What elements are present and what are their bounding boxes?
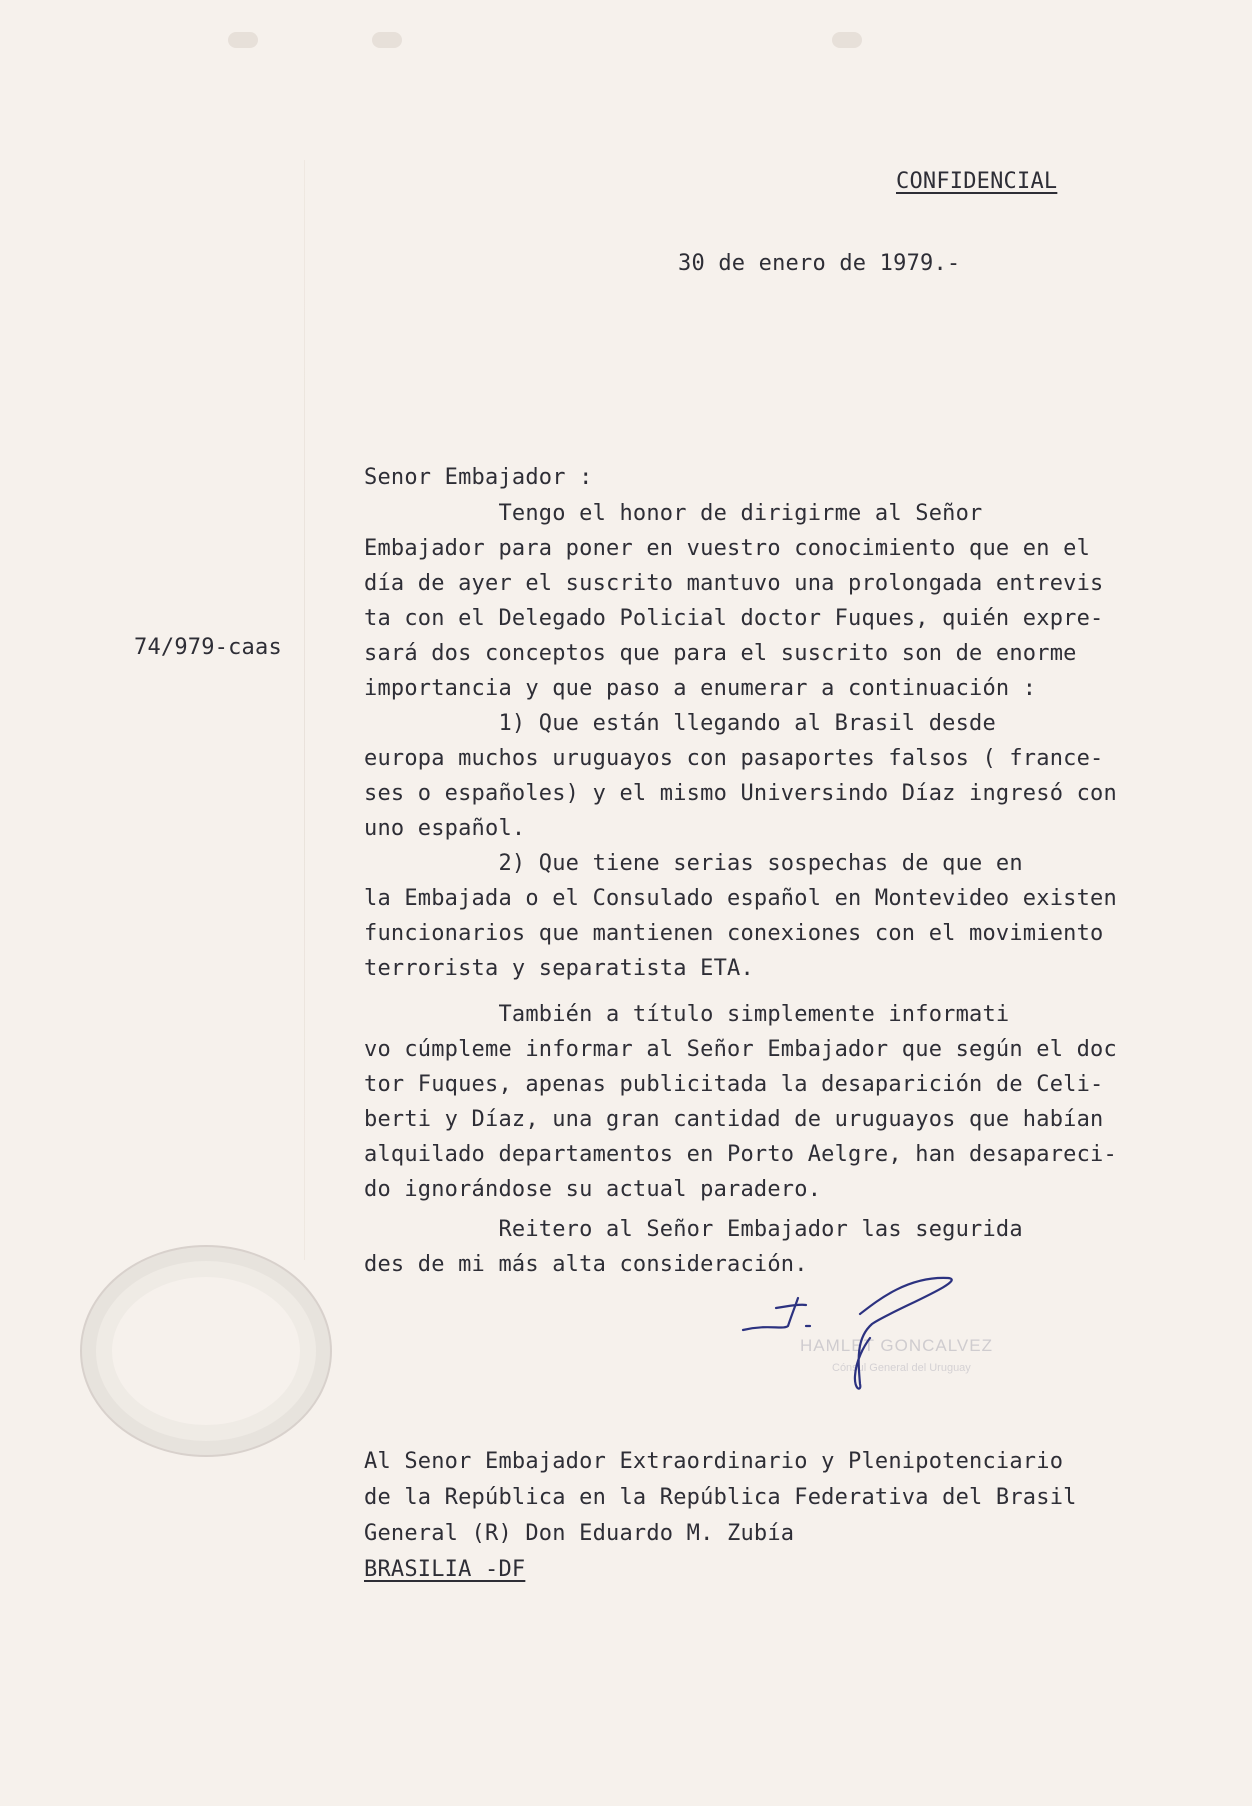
body-line: También a título simplemente informati <box>364 1002 1010 1027</box>
body-line: terrorista y separatista ETA. <box>364 956 754 981</box>
punch-hole <box>228 32 258 48</box>
body-line: europa muchos uruguayos con pasaportes falsos ( france- <box>364 746 1104 771</box>
salutation: Senor Embajador : <box>364 465 593 490</box>
classification-label: CONFIDENCIAL <box>896 169 1058 194</box>
body-line: 2) Que tiene serias sospechas de que en <box>364 851 1023 876</box>
addressee-line: de la República en la República Federativa del Brasil <box>364 1485 1077 1510</box>
body-line: 1) Que están llegando al Brasil desde <box>364 711 996 736</box>
body-line: ses o españoles) y el mismo Universindo Díaz ingresó con <box>364 781 1117 806</box>
body-line: ta con el Delegado Policial doctor Fuques, quién expre- <box>364 606 1104 631</box>
body-line: Reitero al Señor Embajador las segurida <box>364 1217 1023 1242</box>
body-line: sará dos conceptos que para el suscrito son de enorme <box>364 641 1077 666</box>
body-line: tor Fuques, apenas publicitada la desaparición de Celi- <box>364 1072 1104 1097</box>
body-line: do ignorándose su actual paradero. <box>364 1177 822 1202</box>
punch-hole <box>832 32 862 48</box>
addressee-city: BRASILIA -DF <box>364 1557 526 1582</box>
body-line: funcionarios que mantienen conexiones con el movimiento <box>364 921 1104 946</box>
stamp-title: Cónsul General del Uruguay <box>832 1362 971 1374</box>
body-line: la Embajada o el Consulado español en Montevideo existen <box>364 886 1117 911</box>
body-line: Tengo el honor de dirigirme al Señor <box>364 501 983 526</box>
signature <box>738 1264 968 1394</box>
body-line: berti y Díaz, una gran cantidad de uruguayos que habían <box>364 1107 1104 1132</box>
body-line: uno español. <box>364 816 526 841</box>
punch-hole <box>372 32 402 48</box>
reference-number: 74/979-caas <box>134 635 282 660</box>
letter-date: 30 de enero de 1979.- <box>678 251 961 276</box>
body-line: importancia y que paso a enumerar a continuación : <box>364 676 1037 701</box>
addressee-line: General (R) Don Eduardo M. Zubía <box>364 1521 795 1546</box>
addressee-line: Al Senor Embajador Extraordinario y Plenipotenciario <box>364 1449 1064 1474</box>
body-line: día de ayer el suscrito mantuvo una prolongada entrevis <box>364 571 1104 596</box>
embossed-seal <box>80 1245 332 1457</box>
body-line: alquilado departamentos en Porto Aelgre, han desapareci- <box>364 1142 1117 1167</box>
body-line: vo cúmpleme informar al Señor Embajador que según el doc <box>364 1037 1117 1062</box>
body-line: Embajador para poner en vuestro conocimiento que en el <box>364 536 1091 561</box>
body-line: des de mi más alta consideración. <box>364 1252 808 1277</box>
stamp-name: HAMLET GONCALVEZ <box>800 1336 993 1355</box>
fold-line <box>304 160 305 1260</box>
